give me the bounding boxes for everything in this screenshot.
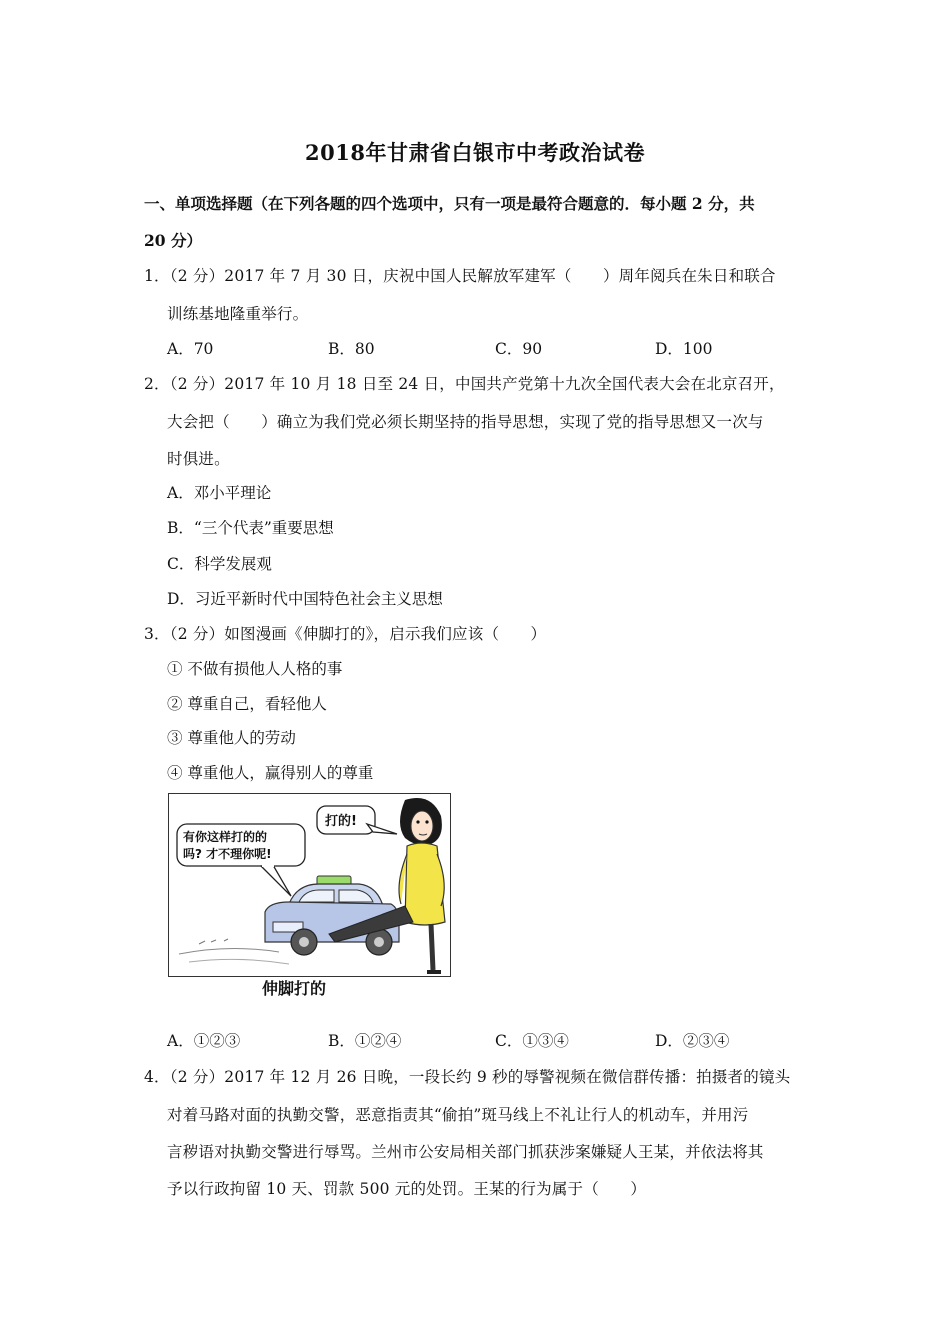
page-title: 2018年甘肃省白银市中考政治试卷 <box>305 140 645 165</box>
right-bubble-text: 打的! <box>325 814 357 829</box>
question-3-statement-4: ④ 尊重他人，赢得别人的尊重 <box>167 764 374 782</box>
section-heading-line-2: 20 分） <box>144 231 202 250</box>
cartoon-illustration <box>169 794 451 977</box>
cartoon-image <box>168 793 451 977</box>
question-3-statement-1: ① 不做有损他人人格的事 <box>167 660 343 678</box>
question-3-option-d: D．②③④ <box>655 1032 730 1050</box>
question-3-line-1: 3．（2 分）如图漫画《伸脚打的》，启示我们应该（ ） <box>144 625 547 643</box>
question-4-line-2: 对着马路对面的执勤交警，恶意指责其“偷拍”斑马线上不礼让行人的机动车，并用污 <box>167 1106 749 1124</box>
question-4-line-1: 4．（2 分）2017 年 12 月 26 日晚，一段长约 9 秒的辱警视频在微信群传播：拍摄者的镜头 <box>144 1068 791 1086</box>
question-4-line-4: 予以行政拘留 10 天、罚款 500 元的处罚。王某的行为属于（ ） <box>167 1180 647 1198</box>
question-3-statement-2: ② 尊重自己，看轻他人 <box>167 695 327 713</box>
left-bubble-line-1: 有你这样打的的 <box>183 830 268 844</box>
question-4-line-3: 言秽语对执勤交警进行辱骂。兰州市公安局相关部门抓获涉案嫌疑人王某，并依法将其 <box>167 1143 764 1161</box>
question-2-option-b: B．“三个代表”重要思想 <box>167 519 334 537</box>
question-3-option-a: A．①②③ <box>167 1032 241 1050</box>
cartoon-caption: 伸脚打的 <box>262 979 327 998</box>
question-1-option-c: C．90 <box>495 340 543 358</box>
question-2-line-1: 2．（2 分）2017 年 10 月 18 日至 24 日，中国共产党第十九次全国代表大会在北京召开， <box>144 375 785 393</box>
question-3-option-c: C．①③④ <box>495 1032 569 1050</box>
question-1-line-1: 1．（2 分）2017 年 7 月 30 日，庆祝中国人民解放军建军（ ）周年阅兵在朱日和联合 <box>144 267 776 285</box>
question-1-line-2: 训练基地隆重举行。 <box>167 305 309 323</box>
question-3-option-b: B．①②④ <box>328 1032 402 1050</box>
question-2-line-2: 大会把（ ）确立为我们党必须长期坚持的指导思想，实现了党的指导思想又一次与 <box>167 413 764 431</box>
question-2-line-3: 时俱进。 <box>167 450 230 468</box>
question-1-option-d: D．100 <box>655 340 713 358</box>
question-1-option-a: A．70 <box>167 340 214 358</box>
question-1-option-b: B．80 <box>328 340 375 358</box>
question-2-option-c: C．科学发展观 <box>167 555 272 573</box>
question-2-option-d: D．习近平新时代中国特色社会主义思想 <box>167 590 443 608</box>
question-2-option-a: A．邓小平理论 <box>167 484 272 502</box>
left-bubble-line-2: 吗? 才不理你呢! <box>183 847 272 861</box>
question-3-statement-3: ③ 尊重他人的劳动 <box>167 729 296 747</box>
section-heading-line-1: 一、单项选择题（在下列各题的四个选项中，只有一项是最符合题意的．每小题 2 分，共 <box>144 194 755 213</box>
